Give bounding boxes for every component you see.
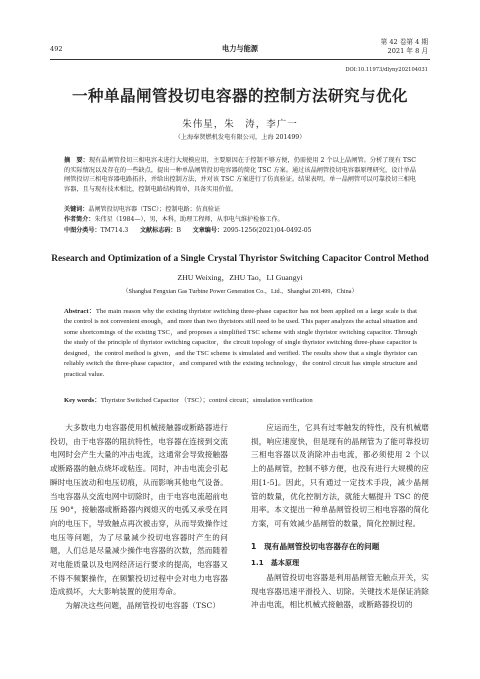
affiliation-english: （Shanghai Fengxian Gas Turbine Power Generation Co.，Ltd.，Shanghai 201499，China） (122, 288, 358, 295)
author-bio (64, 215, 424, 225)
journal-name: 电力与能源 (222, 44, 258, 53)
body-paragraph: 大多数电力电容器使用机械接触器或断路器进行投切，由于电容器的阻抗特性，电容器在连接到交流电网时会产生大量的冲击电流，这通常会导致接触器或断路器的触点烧坏或粘连。同时，冲击电流会引起瞬时电压波动和电压切痕，从而影响其他电气设备。当电容器从交流电网中切除时，由于电容电流超前电压 90°，接触器或断路器内阀熄灭的电弧又承受在同向的电压下，导致触点再次被击穿，从而导致操作过电压等问题，为了尽量减少投切电容器时产生的问题，人们总是尽量减少操作电容器的次数，然而随着对电能质量以及电网经济运行要求的提高，电容器又不得不频繁操作，在频繁投切过程中会对电力电容器造成损坏，大大影响装置的使用寿命。 (50, 423, 228, 597)
article-id: 2095-1256(2021)04-0492-05 (223, 227, 312, 234)
subsection-heading: 1.1 基本原理 (251, 559, 300, 568)
clc-number: TM714.3 (100, 227, 129, 234)
body-column-right (251, 421, 429, 612)
volume-issue: 第 42 卷第 4 期 (380, 38, 428, 46)
keywords-text: 晶闸管投切电容器（TSC）；控制电路；仿真验证 (88, 206, 221, 213)
issue-date: 2021 年 8 月 (387, 47, 428, 55)
running-header (0, 38, 480, 58)
article-id-label: 文章编号： (192, 227, 224, 234)
body-paragraph: 为解决这些问题，晶闸管投切电容器（TSC） (65, 601, 221, 611)
abstract-label: 摘 要： (64, 157, 89, 164)
body-paragraph: 晶闸管投切电容器是利用晶闸管无触点开关，实现电容器迅速平滑投入、切除。关键技术是保证消除冲击电流，相比机械式接触器，或断路器投切的 (251, 573, 429, 610)
authors-english: ZHU Weixing，ZHU Tao，LI Guangyi (177, 273, 303, 282)
keywords-en-text: Thyristor Switched Capacitor （TSC）；control circuit；simulation verification (100, 397, 313, 404)
title-chinese: 一种单晶闸管投切电容器的控制方法研究与优化 (71, 87, 408, 105)
authors-chinese: 朱伟星，朱 涛，李广一 (182, 119, 298, 130)
header-rule (50, 59, 430, 60)
author-bio-text: 朱伟星（1984—），男，本科，助理工程师，从事电气维护检修工作。 (94, 216, 284, 223)
title-english: Research and Optimization of a Single Crystal Thyristor Switching Capacitor Control Method (51, 254, 429, 264)
doc-code-label: 文献标志码： (139, 227, 177, 234)
abstract-text: 现有晶闸管投切三相电容未进行大规模应用，主要原因在于控制不够方便，仍需使用 2 个以上晶闸管。分析了现有 TSC 的实际情况以及存在的一些缺点，提出一种单晶闸管投切电容器的简化 TSC 方案。通过该晶闸管投切电容器原理研究，设计单晶闸管投切三相电容器电路拓扑，并给出控制方法，并对该 TSC 方案进行了仿真验证。结果表明，单一晶闸管可以可靠投切三相电容器，且与现有技术相比，控制电路结构简单，具备实用价值。 (64, 157, 417, 194)
abstract-en-text: The main reason why the existing thyristor switching three-phase capacitor has not been applied on a large scale is that the control is not convenient enough，and more than two thyristors still need to be used. This paper analyzes the actual situation and some shortcomings of the existing TSC，and proposes a simplified TSC scheme with single thyristor switching capacitor. Through the study of the principle of thyristor switching capacitor，the circuit topology of single thyristor switching three-phase capacitor is designed，the control method is given，and the TSC scheme is simulated and verified. The results show that a single thyristor can reliably switch the three-phase capacitor，and compared with the existing technology，the control circuit has simple structure and practical value. (64, 308, 417, 378)
body-column-left (50, 421, 228, 613)
classification-line (64, 226, 424, 236)
abstract-chinese (64, 156, 416, 195)
keywords-en-label: Key words： (64, 397, 101, 404)
issue-info (381, 38, 428, 56)
keywords-chinese (64, 205, 424, 215)
section-heading: 1 现有晶闸管投切电容器存在的问题 (251, 541, 380, 551)
doc-code: B (176, 227, 181, 234)
keywords-english (64, 394, 424, 404)
author-bio-label: 作者简介： (64, 216, 95, 223)
keywords-label: 关键词： (64, 206, 89, 213)
affiliation-chinese: （上海奉贤燃机发电有限公司，上海 201499） (174, 134, 306, 141)
body-paragraph: 应运而生，它具有过零触发的特性，没有机械磨损，响应速度快，但是现有的晶闸管为了能可靠投切三相电容器以及消除冲击电流，都必须使用 2 个以上的晶闸管，控制不够方便，也没有进行大规模的应用[1-5]。因此，只有通过一定技术手段，减少晶闸管的数量，优化控制方法，就能大幅提升 TSC 的使用率。本文提出一种单晶闸管投切三相电容器的简化方案，可有效减少晶闸管的数量，简化控制过程。 (251, 423, 429, 528)
clc-label: 中图分类号： (64, 227, 101, 234)
doi: DOI:10.11973/dlyny202104031 (345, 67, 428, 73)
page-number: 492 (50, 45, 63, 53)
abstract-en-label: Abstract： (64, 308, 96, 315)
abstract-english (64, 307, 417, 380)
